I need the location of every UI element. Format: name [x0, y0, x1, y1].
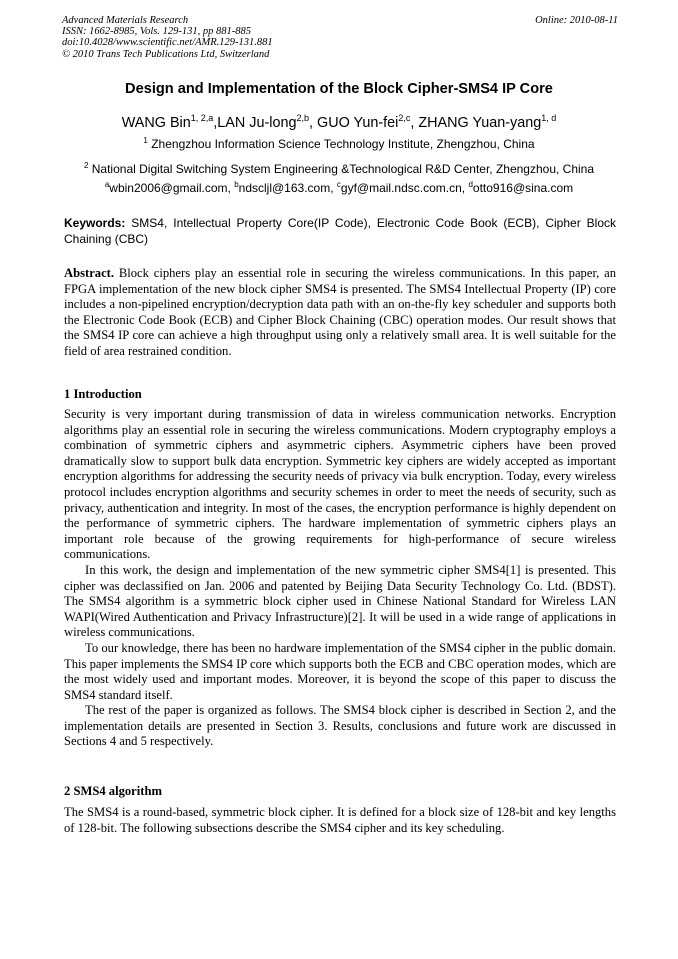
email-mark: c: [336, 180, 341, 189]
abstract-block: [64, 266, 616, 360]
section-2-body: The SMS4 is a round-based, symmetric block cipher. It is defined for a block size of 128-bit and key lengths of 128-bit. The following subsections describe the SMS4 cipher and its key scheduling.: [64, 805, 616, 835]
section-1-heading: 1 Introduction: [64, 387, 142, 401]
author-list: [62, 114, 616, 132]
paragraph: The rest of the paper is organized as follows. The SMS4 block cipher is described in Section 2, and the implementation details are presented in Section 3. Results, conclusions and future work are discussed in Sections 4 and 5 respectively.: [64, 703, 616, 749]
issn-line: ISSN: 1662-8985, Vols. 129-131, pp 881-885: [62, 26, 251, 38]
email-address[interactable]: gyf@mail.ndsc.com.cn,: [340, 181, 469, 195]
abstract-label: Abstract.: [64, 266, 115, 280]
author-name: , ZHANG Yuan-yang: [410, 115, 542, 131]
email-address[interactable]: otto916@sina.com: [472, 181, 574, 195]
copyright-line: © 2010 Trans Tech Publications Ltd, Switzerland: [62, 48, 270, 60]
journal-name: Advanced Materials Research: [62, 15, 189, 26]
affiliation-mark: 1: [143, 136, 148, 145]
paper-title: Design and Implementation of the Block Cipher-SMS4 IP Core: [125, 81, 553, 97]
online-date: Online: 2010-08-11: [535, 15, 618, 26]
keywords-text: SMS4, Intellectual Property Core(IP Code), Electronic Code Book (ECB), Cipher Block Chaining (CBC): [64, 216, 616, 246]
author-affiliation-mark: 1, d: [541, 113, 557, 123]
keywords-label: Keywords:: [64, 216, 126, 230]
author-name: , GUO Yun-fei: [309, 115, 399, 131]
author-affiliation-mark: 2,b: [296, 113, 309, 123]
email-mark: a: [104, 180, 110, 189]
affiliation-text: National Digital Switching System Engineering &Technological R&D Center, Zhengzhou, China: [91, 162, 595, 176]
keywords-block: [64, 215, 616, 247]
author-affiliation-mark: 2,c: [398, 113, 411, 123]
paragraph: In this work, the design and implementation of the new symmetric cipher SMS4[1] is presented. This cipher was declassified on Jan. 2006 and patented by Beijing Data Security Technology Co. Ltd. (BDST). The SMS4 algorithm is a symmetric block cipher used in Chinese National Standard for Wireless LAN WAPI(Wired Authentication and Privacy Infrastructure)[2]. It will be used in a wide range of applications in wireless communications.: [64, 562, 616, 640]
doi-line: doi:10.4028/www.scientific.net/AMR.129-131.881: [62, 37, 273, 49]
paragraph: To our knowledge, there has been no hardware implementation of the SMS4 cipher in the public domain. This paper implements the SMS4 IP core which supports both the ECB and CBC operation modes, which are the most widely used and important modes. Moreover, it is beyond the scope of this paper to discuss the SMS4 standard itself.: [64, 640, 616, 702]
affiliation-2: [62, 162, 616, 177]
affiliation-mark: 2: [83, 161, 89, 170]
email-mark: d: [468, 180, 473, 189]
author-name: WANG Bin: [121, 115, 191, 131]
author-affiliation-mark: 1, 2,a: [190, 113, 214, 123]
affiliation-1: [62, 137, 616, 152]
email-list: [62, 181, 616, 196]
email-mark: b: [234, 180, 239, 189]
author-name: ,LAN Ju-long: [213, 115, 297, 131]
section-1-body: [64, 407, 616, 750]
section-2-heading: 2 SMS4 algorithm: [64, 784, 162, 798]
affiliation-text: Zhengzhou Information Science Technology Institute, Zhengzhou, China: [151, 137, 535, 151]
email-address[interactable]: ndscljl@163.com,: [238, 181, 337, 195]
abstract-text: Block ciphers play an essential role in securing the wireless communications. In this paper, an FPGA implementation of the new block cipher SMS4 is presented. The SMS4 Intellectual Property (IP) core includes a non-pipelined encryption/decryption data path with an on-the-fly key scheduler and supports both the Electronic Code Book (ECB) and Cipher Block Chaining (CBC) operation modes. Our result shows that the SMS4 IP core can achieve a high throughput using only a relatively small area. It is well suitable for the field of area restrained condition.: [64, 266, 616, 358]
paragraph: Security is very important during transmission of data in wireless communication networks. Encryption algorithms play an essential role in securing the wireless communications. Modern cryptography employs a combination of symmetric ciphers and asymmetric ciphers. Asymmetric ciphers have been proved dramatically slow to support bulk data encryption. Symmetric key ciphers are widely accepted as important encryption algorithms for addressing the security needs of privacy via bulk encryption. Today, every wireless protocol includes encryption algorithms and security schemes in order to meet the needs of security, such as privacy, authentication and integrity. In most of the cases, the encryption performance is highly dependent on the performance of symmetric ciphers. The hardware implementation of symmetric ciphers plays an important role because of the growing requirements for high-performance of secure wireless communications.: [64, 407, 616, 562]
email-address[interactable]: wbin2006@gmail.com,: [109, 181, 235, 195]
journal-header: [62, 15, 618, 60]
